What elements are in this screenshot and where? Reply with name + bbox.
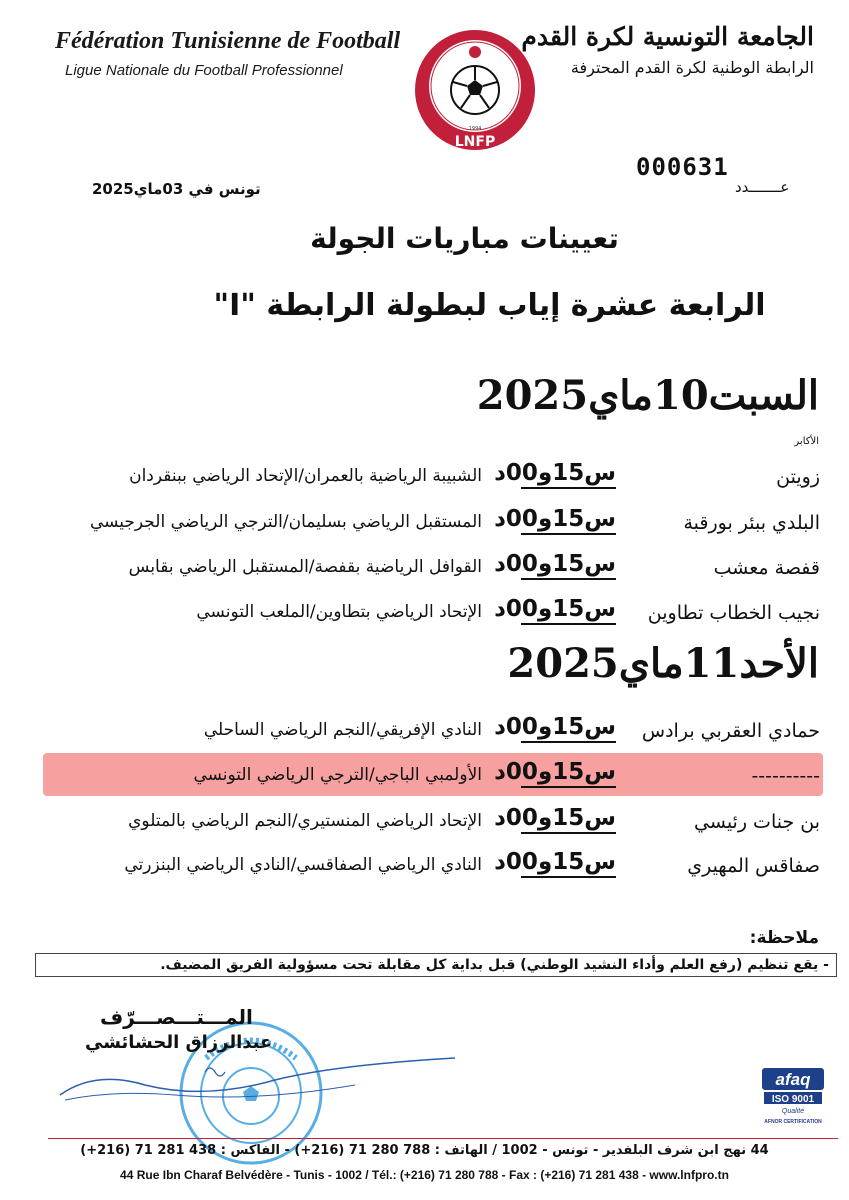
footer-divider	[48, 1138, 838, 1139]
fixture: النادي الرياضي الصفاقسي/النادي الرياضي البنزرتي	[124, 855, 482, 875]
match-row	[30, 849, 820, 887]
stadium: البلدي ببئر بورقبة	[683, 512, 820, 534]
date-line: تونس في 03ماي2025	[92, 180, 261, 198]
kickoff-time: س15و00د	[521, 596, 616, 625]
handwritten-signature	[55, 1050, 465, 1120]
kickoff-time: س15و00د	[521, 759, 616, 788]
fixture: الإتحاد الرياضي بتطاوين/الملعب التونسي	[196, 602, 482, 622]
match-row	[30, 805, 820, 843]
day-heading-saturday: السبت10ماي2025	[476, 372, 819, 419]
match-row	[30, 460, 820, 498]
logo-year: 1994	[468, 126, 482, 132]
page-subtitle: الرابعة عشرة إياب لبطولة الرابطة "I"	[213, 288, 766, 323]
number-label: عـــــــدد	[735, 178, 790, 196]
federation-title-fr: Fédération Tunisienne de Football	[55, 28, 401, 54]
stadium: نجيب الخطاب تطاوين	[647, 602, 820, 624]
svg-text:ISO 9001: ISO 9001	[771, 1094, 815, 1105]
stadium: قفصة معشب	[713, 557, 820, 579]
match-row	[30, 551, 820, 589]
fixture: الشبيبة الرياضية بالعمران/الإتحاد الرياضي ببنقردان	[129, 466, 482, 486]
day-heading-sunday: الأحد11ماي2025	[507, 640, 819, 687]
stadium: حمادي العقربي برادس	[641, 720, 820, 742]
logo-text: LNFP	[454, 134, 496, 150]
signatory-title: المـــتـــصـــرّف	[100, 1005, 253, 1029]
stadium: ----------	[751, 765, 820, 787]
kickoff-time: س15و00د	[521, 551, 616, 580]
svg-text:Qualité: Qualité	[781, 1108, 805, 1115]
fixture: الإتحاد الرياضي المنستيري/النجم الرياضي بالمتلوي	[128, 811, 482, 831]
document-serial: 000631	[636, 153, 729, 181]
page-title: تعيينات مباريات الجولة	[310, 222, 619, 255]
league-subtitle-fr: Ligue Nationale du Football Professionnel	[65, 62, 343, 79]
footer-address-ar: 44 نهج ابن شرف البلفدير - تونس - 1002 / الهاتف : 788 280 71 (216+) - الفاكس : 438 281 71 (216+)	[80, 1143, 769, 1158]
signatory-name: عبدالرزاق الحشائشي	[85, 1032, 273, 1053]
stadium: زويتن	[776, 466, 820, 488]
kickoff-time: س15و00د	[521, 460, 616, 489]
match-row	[30, 506, 820, 544]
category-label: الأكابر	[794, 436, 819, 447]
footer-address-fr: 44 Rue Ibn Charaf Belvédère - Tunis - 1002 / Tél.: (+216) 71 280 788 - Fax : (+216) 71 281 438 - www.lnfpro.tn	[120, 1168, 729, 1182]
kickoff-time: س15و00د	[521, 849, 616, 878]
svg-text:afaq: afaq	[775, 1070, 811, 1089]
note-text: - يقع تنظيم (رفع العلم وأداء النشيد الوطني) قبل بداية كل مقابلة تحت مسؤولية الفريق المضيف.	[160, 957, 829, 973]
afaq-iso-badge	[758, 1066, 828, 1128]
kickoff-time: س15و00د	[521, 506, 616, 535]
note-label: ملاحظة:	[749, 928, 819, 948]
match-row	[30, 714, 820, 752]
svg-text:AFNOR CERTIFICATION: AFNOR CERTIFICATION	[764, 1119, 822, 1125]
lnfp-logo	[413, 28, 538, 153]
kickoff-time: س15و00د	[521, 805, 616, 834]
fixture: المستقبل الرياضي بسليمان/الترجي الرياضي الجرجيسي	[89, 512, 482, 532]
fixture: النادي الإفريقي/النجم الرياضي الساحلي	[203, 720, 482, 740]
match-row	[30, 596, 820, 634]
fixture: الأولمبي الباجي/الترجي الرياضي التونسي	[193, 765, 482, 785]
match-row-highlighted	[30, 759, 820, 797]
kickoff-time: س15و00د	[521, 714, 616, 743]
stadium: صفاقس المهيري	[687, 855, 820, 877]
fixture: القوافل الرياضية بقفصة/المستقبل الرياضي بقابس	[128, 557, 482, 577]
federation-title-ar: الجامعة التونسية لكرة القدم	[521, 22, 814, 51]
league-subtitle-ar: الرابطة الوطنية لكرة القدم المحترفة	[570, 58, 814, 77]
stadium: بن جنات رئيسي	[694, 811, 820, 833]
